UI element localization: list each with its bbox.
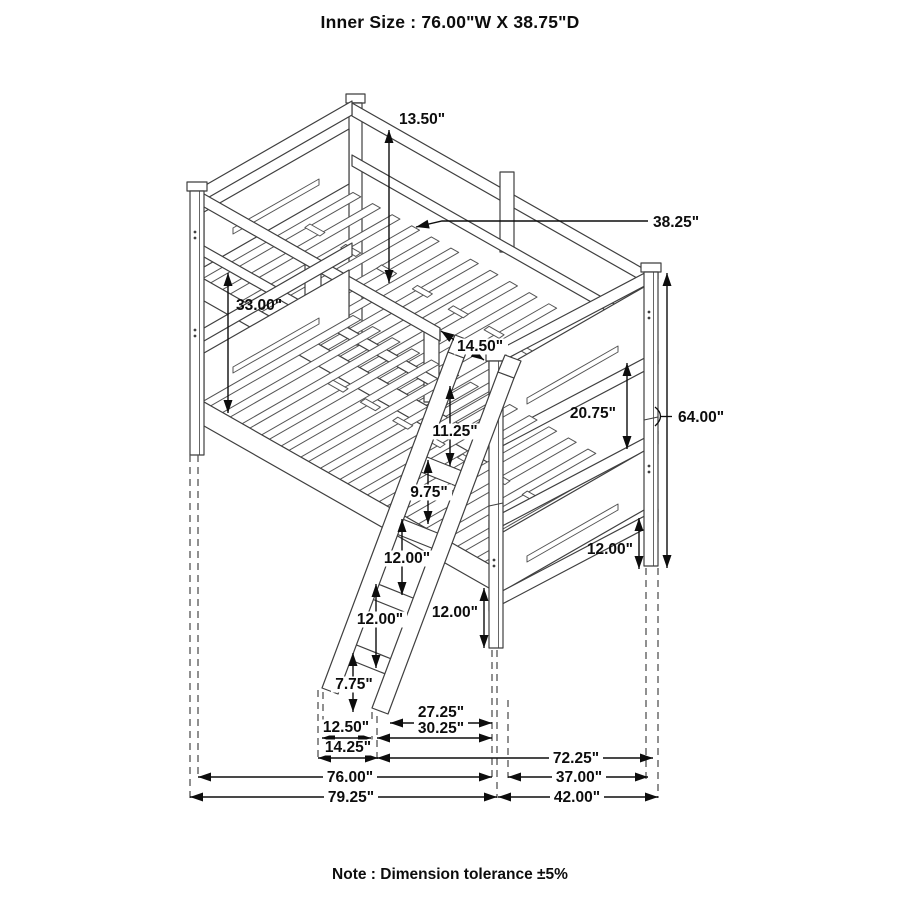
dimension-label: 12.50" (322, 719, 370, 736)
dim-79-25- (190, 789, 497, 806)
dimension-label: 9.75" (410, 484, 448, 501)
dimension-label: 79.25" (327, 789, 375, 806)
dim-14-25- (318, 739, 378, 763)
dimension-label: 37.00" (555, 769, 603, 786)
dimension-label: 11.25" (432, 423, 478, 440)
dimension-label: 30.25" (417, 720, 465, 737)
dimension-label: 76.00" (326, 769, 374, 786)
dimension-label: 72.25" (552, 750, 600, 767)
dimension-label: 20.75" (569, 405, 616, 422)
dimension-label: 33.00" (236, 297, 283, 314)
dimension-label: 38.25" (653, 214, 700, 231)
dimension-label: 13.50" (399, 111, 446, 128)
tolerance-note: Note : Dimension tolerance ±5% (332, 866, 568, 883)
dimension-label: 64.00" (678, 409, 725, 426)
dimension-label: 12.00" (586, 541, 633, 558)
dimension-label: 7.75" (335, 676, 373, 693)
dim-37-00- (508, 769, 648, 786)
dim-12-00- (432, 588, 489, 648)
dim-76-00- (198, 769, 492, 786)
dimension-label: 12.00" (356, 611, 404, 628)
inner-size-title: Inner Size : 76.00"W X 38.75"D (320, 12, 580, 32)
dimension-label: 27.25" (417, 704, 465, 721)
dim-64-00- (663, 273, 725, 568)
dimension-label: 12.00" (431, 604, 478, 621)
dimension-label: 14.25" (324, 739, 372, 756)
dimension-label: 14.50" (457, 338, 504, 355)
dim-42-00- (498, 789, 658, 806)
dim-72-25- (377, 750, 653, 767)
dimension-label: 12.00" (383, 550, 431, 567)
dimension-label: 42.00" (553, 789, 601, 806)
